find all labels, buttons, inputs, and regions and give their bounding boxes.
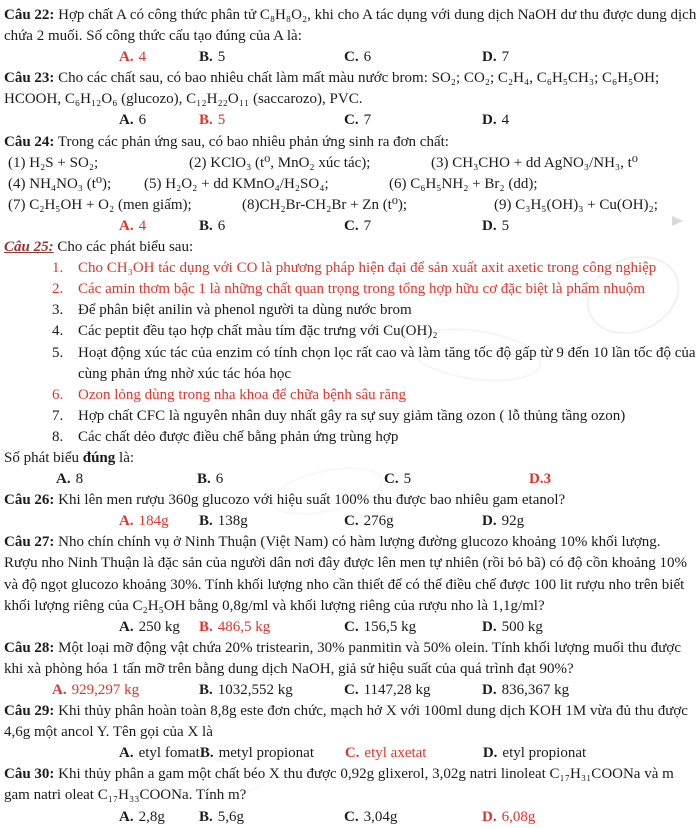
question-label: Câu 29: — [4, 703, 55, 720]
question-text — [4, 68, 697, 110]
option-a — [119, 110, 199, 131]
question-label: Câu 25: — [4, 239, 54, 256]
statement-item — [4, 343, 697, 385]
option-value: metyl propionat — [218, 745, 314, 762]
question-24 — [4, 132, 697, 237]
option-key: B. — [199, 217, 213, 234]
options-row — [4, 617, 697, 638]
question-label: Câu 30: — [4, 766, 55, 783]
reaction-item: (8)CH₂Br-CH₂Br + Zn (t⁰); — [242, 196, 408, 213]
option-key: A. — [119, 217, 134, 234]
option-d — [482, 47, 509, 68]
options-row — [4, 469, 697, 490]
question-27 — [4, 532, 697, 637]
option-value: 1032,552 kg — [217, 682, 293, 698]
statement-text: Hoạt động xúc tác của enzim có tính chọn lọc rất cao và làm tăng tốc độ gấp từ 9 đến 10 lần tốc độ của cùng phản ứng nhờ xúc tác hóa học — [78, 344, 696, 382]
question-29 — [4, 701, 697, 764]
option-c — [344, 110, 482, 131]
options-row — [4, 807, 697, 828]
statement-number: 3. — [52, 302, 64, 319]
option-a — [119, 807, 199, 828]
option-c — [344, 47, 482, 68]
option-c — [344, 216, 482, 237]
option-key: B. — [199, 745, 214, 762]
option-a — [52, 680, 199, 701]
question-label: Câu 23: — [4, 70, 55, 87]
question-30 — [4, 764, 697, 827]
statement-number: 8. — [52, 428, 64, 445]
question-body: Hợp chất A có công thức phân tử C₈H₈O₂, khi cho A tác dụng với dung dịch NaOH dư thu được dung dịch chứa 2 muối. Số công thức cấu tạo đúng của A là: — [4, 7, 697, 45]
option-b — [199, 110, 344, 131]
option-value: 7 — [363, 112, 372, 129]
statement-number: 5. — [52, 344, 64, 361]
reaction-line-1 — [4, 153, 697, 174]
option-key: D. — [482, 745, 498, 762]
options-row — [4, 511, 697, 532]
option-value: 5 — [501, 217, 510, 234]
option-key: D. — [482, 808, 497, 825]
option-key: A. — [56, 471, 71, 488]
option-key: B. — [199, 112, 213, 129]
option-value: 6 — [215, 471, 224, 488]
option-value: 1147,28 kg — [363, 682, 431, 698]
option-value: 8 — [75, 471, 84, 488]
option-value: 486,5 kg — [217, 618, 271, 635]
option-value: 3,04g — [363, 808, 398, 825]
option-b — [199, 216, 344, 237]
option-key: A. — [119, 808, 134, 825]
option-d — [482, 216, 509, 237]
option-d — [483, 743, 586, 764]
option-key: C. — [344, 49, 359, 66]
option-c — [344, 680, 482, 701]
option-d — [482, 617, 543, 638]
statement-item — [4, 321, 697, 342]
reaction-item: (6) C₆H₅NH₂ + Br₂ (dd); — [389, 175, 538, 192]
option-value: etyl axetat — [364, 745, 427, 762]
option-value: 929,297 kg — [71, 682, 140, 698]
option-d — [529, 469, 551, 490]
reaction-item: (3) CH₃CHO + dd AgNO₃/NH₃, t⁰ — [431, 154, 638, 171]
question-28 — [4, 638, 697, 701]
statement-item — [4, 385, 697, 406]
option-key: B. — [199, 808, 213, 825]
statement-number: 7. — [52, 407, 64, 424]
statement-number: 1. — [52, 260, 64, 277]
option-value: 4 — [501, 112, 510, 129]
option-key: A. — [52, 682, 67, 698]
question-body: Cho các chất sau, có bao nhiêu chất làm mất màu nước brom: SO₂; CO₂; C₂H₄, C₆H₅CH₃; C₆H₅OH; HCOOH, C₆H₁₂O₆ (glucozo), C₁₂H₂₂O₁₁ (saccarozo), PVC. — [4, 70, 660, 108]
option-d — [482, 110, 509, 131]
option-key: B. — [199, 513, 213, 530]
question-25 — [4, 237, 697, 490]
question-22 — [4, 5, 697, 68]
statement-number: 6. — [52, 386, 64, 403]
options-row — [4, 743, 697, 764]
option-value: 92g — [501, 513, 525, 530]
options-row — [4, 680, 697, 701]
option-value: 5 — [217, 49, 226, 66]
option-key: D. — [482, 618, 497, 635]
reaction-item: (2) KClO₃ (t⁰, MnO₂ xúc tác); — [189, 154, 371, 171]
option-c — [344, 807, 482, 828]
option-key: B. — [199, 49, 213, 66]
option-key: C. — [344, 682, 359, 698]
statement-text: Các amin thơm bậc 1 là những chất quan trọng trong tổng hợp hữu cơ đặc biệt là phẩm nhuộm — [78, 281, 646, 298]
statement-item — [4, 279, 697, 300]
statement-number: 2. — [52, 281, 64, 298]
option-value: 836,367 kg — [501, 682, 570, 698]
reaction-item: (4) NH₄NO₃ (t⁰); — [8, 175, 112, 192]
question-text — [4, 490, 697, 511]
option-key: D. — [482, 513, 497, 530]
option-value: 138g — [217, 513, 248, 530]
question-text — [4, 5, 697, 47]
option-key: A. — [119, 745, 134, 762]
option-key: C. — [344, 217, 359, 234]
question-text — [4, 764, 697, 806]
option-a — [119, 617, 199, 638]
statement-text: Hợp chất CFC là nguyên nhân duy nhất gây ra sự suy giảm tầng ozon ( lỗ thủng tầng ozon) — [78, 407, 626, 424]
option-value: 6 — [138, 112, 147, 129]
question-label: Câu 28: — [4, 639, 55, 656]
option-a — [119, 511, 199, 532]
option-value: etyl fomat — [138, 745, 200, 762]
question-text — [4, 132, 697, 153]
option-a — [119, 216, 199, 237]
statement-text: Các chất dẻo được điều chế bằng phản ứng trùng hợp — [78, 428, 399, 445]
question-label: Câu 26: — [4, 492, 55, 509]
reaction-item: (5) H₂O₂ + dd KMnO₄/H₂SO₄; — [144, 175, 329, 192]
option-key: A. — [119, 49, 134, 66]
option-value: etyl propionat — [502, 745, 587, 762]
option-key: B. — [199, 682, 213, 698]
question-text — [4, 237, 697, 258]
option-b — [199, 47, 344, 68]
question-23 — [4, 68, 697, 131]
option-c — [344, 511, 482, 532]
option-value: 276g — [363, 513, 394, 530]
option-value: 7 — [501, 49, 510, 66]
option-b — [199, 617, 344, 638]
question-label: Câu 27: — [4, 534, 55, 551]
option-value: 7 — [363, 217, 372, 234]
option-value: 250 kg — [138, 618, 180, 635]
option-value: 184g — [138, 513, 169, 530]
option-value: 4 — [138, 49, 147, 66]
reaction-item: (7) C₂H₅OH + O₂ (men giấm); — [8, 196, 192, 213]
question-text — [4, 638, 697, 680]
question-body: Khi thủy phân hoàn toàn 8,8g este đơn chức, mạch hở X với 100ml dung dịch KOH 1M vừa đủ thu được 4,6g một ancol Y. Tên gọi của X là — [4, 703, 688, 741]
option-key: C. — [344, 513, 359, 530]
option-d — [482, 511, 524, 532]
statement-item — [4, 406, 697, 427]
option-d — [482, 807, 535, 828]
option-key: C. — [344, 808, 359, 825]
option-key: A. — [119, 513, 134, 530]
question-body: Một loại mỡ động vật chứa 20% tristearin, 30% panmitin và 50% olein. Tính khối lượng muối thu được khi xà phòng hóa 1 tấn mỡ trên bằng dung dịch NaOH, giả sử hiệu suất của quá trình đạt 90%? — [4, 639, 681, 677]
options-row — [4, 110, 697, 131]
question-26 — [4, 490, 697, 532]
option-key: D. — [482, 112, 497, 129]
option-a — [119, 47, 199, 68]
question-text — [4, 532, 697, 616]
option-c — [344, 617, 482, 638]
option-value: 6 — [217, 217, 226, 234]
option-value: 6,08g — [501, 808, 536, 825]
option-key: C. — [344, 112, 359, 129]
statement-text: Ozon lỏng dùng trong nha khoa để chữa bệnh sâu răng — [78, 386, 407, 403]
question-label: Câu 24: — [4, 133, 55, 150]
option-key: C. — [344, 618, 359, 635]
option-key: D.3 — [529, 471, 552, 488]
option-value: 156,5 kg — [363, 618, 417, 635]
option-b — [197, 469, 384, 490]
option-a — [119, 743, 200, 764]
reaction-line-2 — [4, 174, 697, 195]
statement-text: Cho CH₃OH tác dụng với CO là phương pháp hiện đại để sản xuất axit axetic trong công nghiệp — [78, 260, 657, 277]
option-d — [482, 680, 569, 701]
option-c — [384, 469, 529, 490]
question-body: Cho các phát biểu sau: — [57, 239, 194, 256]
option-key: B. — [199, 618, 213, 635]
option-value: 5,6g — [217, 808, 245, 825]
option-key: B. — [197, 471, 211, 488]
option-b — [199, 511, 344, 532]
option-value: 4 — [138, 217, 147, 234]
statements-footer: Số phát biểu đúng là: — [4, 449, 135, 466]
reaction-item: (1) H₂S + SO₂; — [8, 154, 99, 171]
statement-text: Các peptit đều tạo hợp chất màu tím đặc trưng với Cu(OH)₂ — [78, 323, 438, 340]
question-label: Câu 22: — [4, 7, 55, 23]
statement-number: 4. — [52, 323, 64, 340]
statement-item — [4, 427, 697, 448]
statement-item — [4, 300, 697, 321]
option-b — [199, 807, 344, 828]
option-key: D. — [482, 49, 497, 66]
option-a — [56, 469, 197, 490]
reaction-item: (9) C₃H₅(OH)₃ + Cu(OH)₂; — [494, 196, 658, 213]
option-key: D. — [482, 217, 497, 234]
statement-item — [4, 258, 697, 279]
option-value: 2,8g — [138, 808, 165, 825]
reaction-line-3 — [4, 195, 697, 216]
option-c — [345, 743, 483, 764]
question-body: Trong các phản ứng sau, có bao nhiêu phản ứng sinh ra đơn chất: — [57, 133, 449, 150]
option-b — [199, 680, 344, 701]
option-value: 5 — [217, 112, 226, 129]
question-body: Khi thủy phân a gam một chất béo X thu được 0,92g glixerol, 3,02g natri linoleat C₁₇H₃₁COONa và m gam natri oleat C₁₇H₃₃COONa. Tính m? — [4, 766, 674, 804]
option-value: 5 — [403, 471, 412, 488]
question-text — [4, 701, 697, 743]
option-key: A. — [119, 618, 134, 635]
option-key: C. — [344, 745, 360, 762]
option-value: 6 — [363, 49, 372, 66]
option-key: C. — [384, 471, 399, 488]
statement-text: Để phân biệt anilin và phenol người ta dùng nước brom — [78, 302, 412, 319]
option-key: D. — [482, 682, 497, 698]
option-b — [200, 743, 345, 764]
options-row — [4, 47, 697, 68]
option-value: 500 kg — [501, 618, 543, 635]
question-body: Khi lên men rượu 360g glucozo với hiệu suất 100% thu được bao nhiêu gam etanol? — [58, 492, 566, 509]
option-key: A. — [119, 112, 134, 129]
question-body: Nho chín chính vụ ở Ninh Thuận (Việt Nam) có hàm lượng đường glucozo khoảng 10% khối lượng. Rượu nho Ninh Thuận là đặc sản của người dân nơi đây được lên men tự nhiên (rồi bỏ bã) có độ cồn khoảng 10% và độ ngọt glucozo khoảng 30%. Tính khối lượng nho cần thiết để có thể điều chế được 100 lit rượu nho trên biết khối lượng riêng của C₂H₅OH bằng 0,8g/ml và khối lượng riêng của rượu nho là 1,1g/ml? — [4, 534, 687, 614]
options-row — [4, 216, 697, 237]
